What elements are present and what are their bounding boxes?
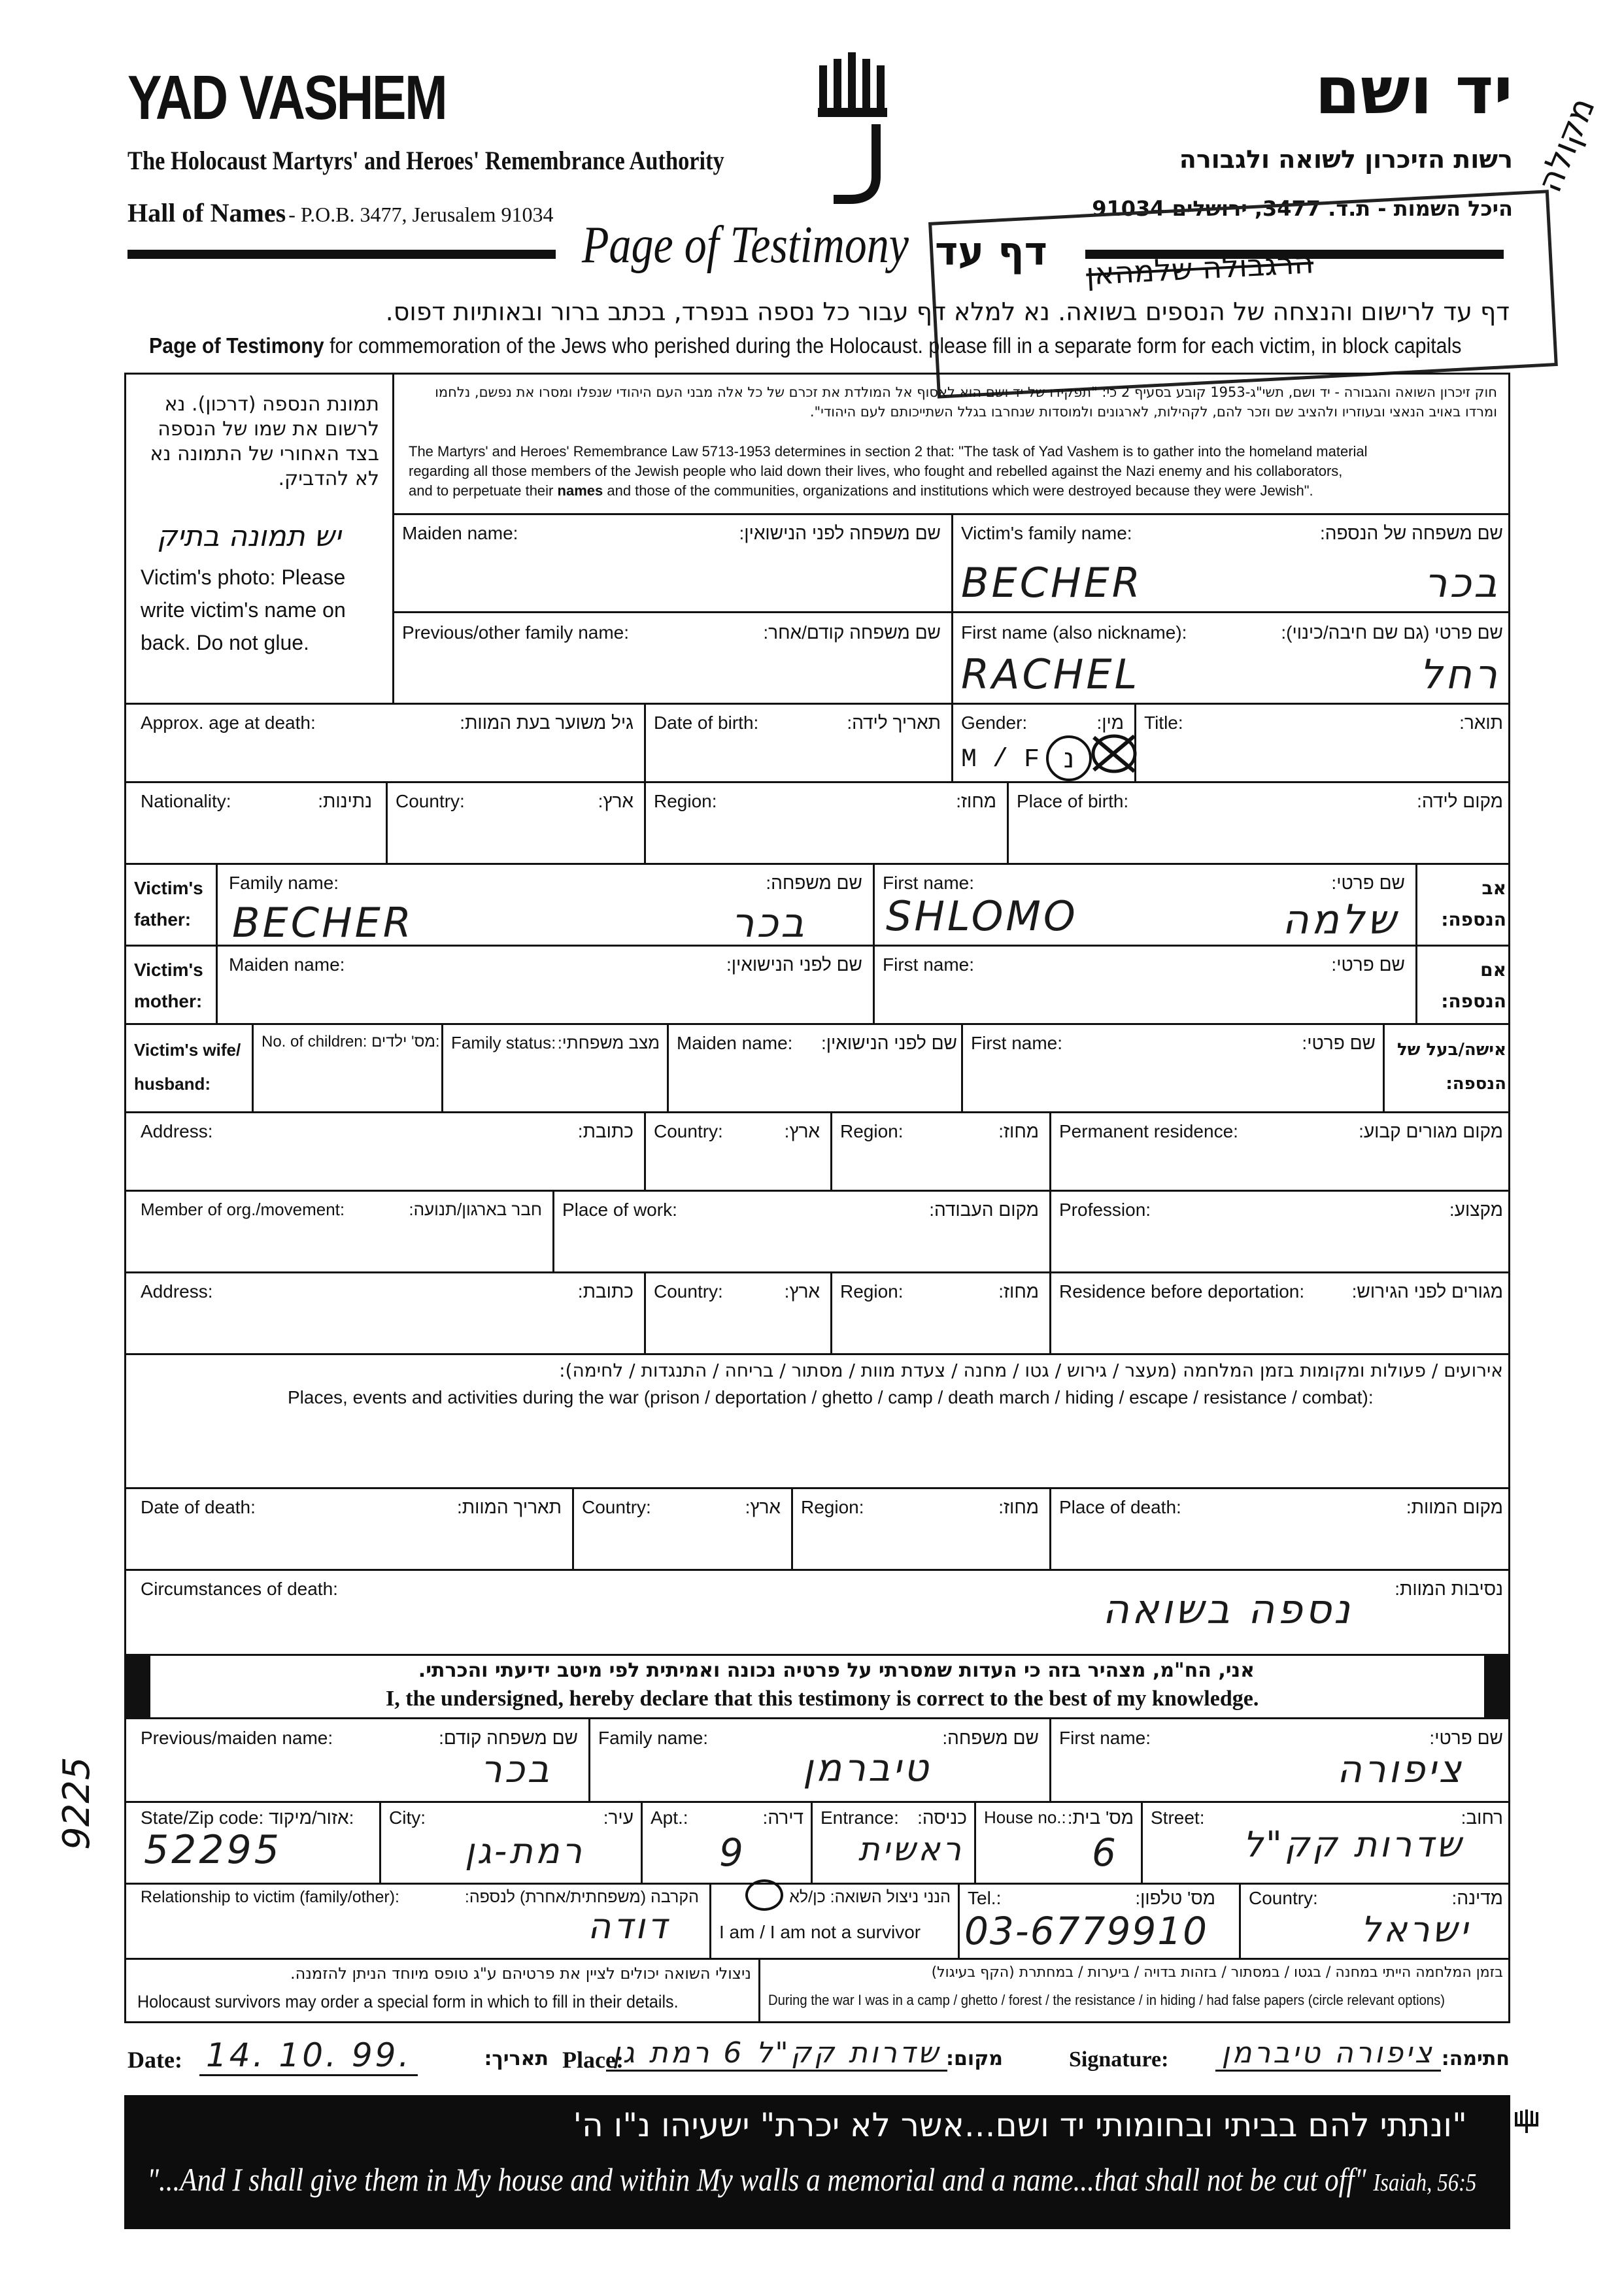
work-label-he: מקום העבודה: xyxy=(929,1200,1039,1220)
first-name-value-en[interactable]: RACHEL xyxy=(961,650,1140,698)
father-first-value-he[interactable]: שלמה xyxy=(1282,896,1398,943)
father-family-value-he[interactable]: בכר xyxy=(731,899,807,947)
apt-value[interactable]: 9 xyxy=(719,1830,746,1875)
footer-quote-he: "ונתתי להם בביתי ובחומותי יד ושם...אשר לא יכרת" ישעיהו נ"ו ה' xyxy=(573,2106,1467,2144)
father-first-value-en[interactable]: SHLOMO xyxy=(886,892,1078,940)
special-form-en: Holocaust survivors may order a special form in which to fill in their details. xyxy=(137,1992,679,2011)
death-circ-label-en: Circumstances of death: xyxy=(141,1579,338,1599)
family-status-label-en: Family status: xyxy=(451,1033,556,1052)
first-name-label-en: First name (also nickname): xyxy=(961,622,1187,643)
relationship-value[interactable]: דודה xyxy=(588,1906,669,1947)
house-value[interactable]: 6 xyxy=(1092,1830,1119,1875)
photo-instructions-en: Victim's photo: Please write victim's name on back. Do not glue. xyxy=(141,565,346,654)
member-org-label-en: Member of org./movement: xyxy=(141,1200,345,1219)
perm-residence-label-he: מקום מגורים קבוע: xyxy=(1359,1121,1503,1141)
authority-he: רשות הזיכרון לשואה ולגבורה xyxy=(1179,145,1513,174)
address2-region-label-he: מחוז: xyxy=(998,1281,1039,1302)
children-label-en: No. of children: xyxy=(262,1033,367,1051)
place-of-birth-label-he: מקום לידה: xyxy=(1417,791,1503,811)
law-text-he: חוק זיכרון השואה והגבורה - יד ושם, תשי"ג-1953 קובע בסעיף 2 כי: "תפקידו של יד ושם הוא לאסוף אל המולדת את זכרם של כל אלה מבני העם היהודי שנפלו ומסרו את נפשם, נלחמו ומרדו באויב הנאצי ובעוזריו ולהציב שם וזכר להם, לקהילות, לארגונים ולמוסדות שנחרבו בגלל השתייכותם לעם היהודי". xyxy=(435,384,1497,420)
house-label-he: מס' בית: xyxy=(1067,1807,1134,1828)
page-title-he: דף עד xyxy=(935,229,1047,275)
death-date-label-en: Date of death: xyxy=(141,1497,256,1517)
mother-row-label-he: אם הנספה: xyxy=(1441,959,1506,1012)
family-status-label-he: מצב משפחתי: xyxy=(557,1033,660,1052)
submitter-prev-value[interactable]: בכר xyxy=(481,1747,552,1791)
deport-residence-label-en: Residence before deportation: xyxy=(1059,1281,1305,1302)
perm-residence-label-en: Permanent residence: xyxy=(1059,1121,1238,1141)
law-text-en-3c: and those of the communities, organizations and institutions which were destroyed because they were Jewish". xyxy=(607,482,1313,499)
address-country-label-he: ארץ: xyxy=(784,1121,820,1141)
address-label-en: Address: xyxy=(141,1121,213,1141)
law-text-en-2: regarding all those members of the Jewish people who laid down their lives, who fought and rebelled against the Nazi enemy and his collaborators, xyxy=(409,463,1343,479)
survivor-circle-mark xyxy=(745,1879,783,1911)
work-label-en: Place of work: xyxy=(562,1200,677,1220)
spouse-maiden-label-he: שם לפני הנישואין: xyxy=(820,1033,957,1053)
first-name-value-he[interactable]: רחל xyxy=(1419,650,1500,698)
relationship-label-en: Relationship to victim (family/other): xyxy=(141,1888,399,1906)
gender-label-he: מין: xyxy=(1096,713,1124,733)
death-date-label-he: תאריך המוות: xyxy=(457,1497,562,1517)
victim-family-name-label-he: שם משפחה של הנספה: xyxy=(1319,523,1503,543)
dob-label-he: תאריך לידה: xyxy=(847,713,941,733)
title-label-he: תואר: xyxy=(1459,713,1503,733)
address2-country-label-he: ארץ: xyxy=(784,1281,820,1302)
prev-family-name-label-en: Previous/other family name: xyxy=(402,622,630,643)
place-of-birth-label-en: Place of birth: xyxy=(1017,791,1129,811)
archive-stamp-text: הרגבולה שלמהאן xyxy=(1085,244,1315,292)
death-region-label-en: Region: xyxy=(801,1497,864,1517)
submitter-country-value[interactable]: ישראל xyxy=(1361,1909,1470,1950)
house-label-en: House no.: xyxy=(984,1807,1066,1827)
victim-family-name-value-he[interactable]: בכר xyxy=(1424,559,1500,607)
instruction-en: for commemoration of the Jews who perished during the Holocaust. please fill in a separate form for each victim, in block capitals xyxy=(330,333,1462,358)
during-war-he: בזמן המלחמה הייתי במחנה / בגטו / במסתור / בזהות בדויה / ביערות / במחתרת (הקף בעיגול) xyxy=(931,1964,1503,1981)
address-region-label-he: מחוז: xyxy=(998,1121,1039,1141)
age-label-he: גיל משוער בעת המוות: xyxy=(460,713,634,733)
photo-handwritten-note: יש תמונה בתיק xyxy=(157,520,341,553)
spouse-maiden-label-en: Maiden name: xyxy=(677,1033,793,1053)
prev-family-name-field[interactable] xyxy=(399,650,945,699)
gender-options[interactable]: M / F xyxy=(961,745,1040,775)
org-name-he: יד ושם xyxy=(1315,52,1513,129)
gender-label-en: Gender: xyxy=(961,713,1028,733)
city-value[interactable]: רמת-גן xyxy=(464,1830,584,1872)
hall-of-names-en: Hall of Names xyxy=(127,198,286,227)
gender-crossed-circle-icon xyxy=(1089,731,1140,777)
death-circ-value[interactable]: נספה בשואה xyxy=(1102,1585,1353,1633)
apt-label-en: Apt.: xyxy=(651,1807,688,1828)
father-first-label-en: First name: xyxy=(883,873,975,893)
title-label-en: Title: xyxy=(1144,713,1183,733)
father-first-label-he: שם פרטי: xyxy=(1331,873,1405,893)
footer-quote-ref: Isaiah, 56:5 xyxy=(1373,2169,1477,2196)
address-label-he: כתובת: xyxy=(577,1121,634,1141)
submitter-country-label-en: Country: xyxy=(1249,1888,1318,1908)
gender-mark xyxy=(1046,735,1092,781)
first-name-label-he: שם פרטי (גם שם חיבה/כינוי): xyxy=(1281,622,1503,643)
entrance-label-he: כניסה: xyxy=(917,1807,967,1828)
death-circ-label-he: נסיבות המוות: xyxy=(1395,1579,1503,1599)
address-country-label-en: Country: xyxy=(654,1121,723,1141)
war-events-label-en: Places, events and activities during the war (prison / deportation / ghetto / camp / death march / hiding / escape / resistance / combat): xyxy=(288,1387,1374,1407)
father-row-label-en: Victim's father: xyxy=(134,878,203,930)
submitter-family-label-he: שם משפחה: xyxy=(942,1728,1039,1748)
maiden-name-label-he: שם משפחה לפני הנישואין: xyxy=(739,523,941,543)
place-value[interactable]: שדרות קק"ל 6 רמת גן xyxy=(606,2036,947,2072)
city-label-en: City: xyxy=(389,1807,426,1828)
spouse-first-label-he: שם פרטי: xyxy=(1302,1033,1376,1053)
yad-vashem-logo xyxy=(814,52,899,206)
father-family-value-en[interactable]: BECHER xyxy=(232,899,414,947)
zip-value[interactable]: 52295 xyxy=(144,1827,282,1873)
entrance-label-en: Entrance: xyxy=(820,1807,899,1828)
signature-value[interactable]: ציפורה טיברמן xyxy=(1215,2036,1442,2072)
address2-country-label-en: Country: xyxy=(654,1281,723,1302)
date-value[interactable]: 14. 10. 99. xyxy=(199,2036,418,2076)
deport-residence-label-he: מגורים לפני הגירוש: xyxy=(1351,1281,1503,1302)
zip-label-he: אזור/מיקוד: xyxy=(269,1807,354,1828)
gender-mark-text: נ xyxy=(1063,742,1075,774)
father-family-label-en: Family name: xyxy=(229,873,339,893)
nationality-label-he: נתינות: xyxy=(318,791,372,811)
spouse-row-label-he: אישה/בעל של הנספה: xyxy=(1396,1040,1506,1094)
address-region-label-en: Region: xyxy=(840,1121,904,1141)
death-place-label-he: מקום המוות: xyxy=(1406,1497,1503,1517)
hall-of-names-he: היכל השמות - ת.ד. 3477, ירושלים 91034 xyxy=(1092,196,1513,221)
instruction-he: דף עד לרישום והנצחה של הנספים בשואה. נא למלא דף עבור כל נספה בנפרד, בכתב ברור ובאותיות דפוס. xyxy=(385,297,1510,326)
country-label-en: Country: xyxy=(396,791,465,811)
page-title-en: Page of Testimony xyxy=(582,216,909,274)
street-value[interactable]: שדרות קק"ל xyxy=(1243,1824,1464,1865)
org-name-en: YAD VASHEM xyxy=(127,63,447,133)
side-number: 9225 xyxy=(56,1757,98,1850)
mother-maiden-label-en: Maiden name: xyxy=(229,954,345,975)
victim-family-name-label-en: Victim's family name: xyxy=(961,523,1132,543)
place-label-he: מקום: xyxy=(946,2047,1003,2070)
mother-row-label-en: Victim's mother: xyxy=(134,960,203,1011)
victim-family-name-value-en[interactable]: BECHER xyxy=(961,559,1143,607)
submitter-first-value[interactable]: ציפורה xyxy=(1336,1747,1464,1791)
war-events-label-he: אירועים / פעולות ומקומות בזמן המלחמה (מעצר / גירוש / גטו / מחנה / צעדת מוות / מסתור / בריחה / התנגדות / לחימה): xyxy=(559,1360,1503,1381)
authority-en: The Holocaust Martyrs' and Heroes' Remembrance Authority xyxy=(127,146,724,175)
maiden-name-field[interactable] xyxy=(399,552,945,605)
prev-family-name-label-he: שם משפחה קודם/אחר: xyxy=(763,622,941,643)
submitter-prev-label-he: שם משפחה קודם: xyxy=(439,1728,578,1748)
apt-label-he: דירה: xyxy=(762,1807,804,1828)
declaration-he: אני, הח"מ, מצהיר בזה כי העדות שמסרתי על פרטיה נכונה ואמיתית לפי מיטב ידיעתי והכרתי. xyxy=(418,1659,1255,1682)
region-label-en: Region: xyxy=(654,791,717,811)
war-events-field[interactable] xyxy=(131,1415,1504,1484)
menorah-icon xyxy=(1514,2108,1540,2134)
street-label-en: Street: xyxy=(1151,1807,1205,1828)
entrance-value[interactable]: ראשית xyxy=(858,1830,964,1868)
tel-label-en: Tel.: xyxy=(968,1888,1002,1908)
declaration-en: I, the undersigned, hereby declare that this testimony is correct to the best of my knowledge. xyxy=(386,1687,1259,1711)
title-bar-left xyxy=(127,250,556,259)
profession-label-he: מקצוע: xyxy=(1449,1200,1503,1220)
age-label-en: Approx. age at death: xyxy=(141,713,316,733)
during-war-en: During the war I was in a camp / ghetto / forest / the resistance / in hiding / had false papers (circle relevant options) xyxy=(768,1992,1446,2008)
law-text-en-3b: names xyxy=(557,482,603,499)
relationship-label-he: הקרבה (משפחתית/אחרת) לנספה: xyxy=(464,1888,699,1906)
tel-label-he: מס' טלפון: xyxy=(1135,1888,1215,1908)
mother-first-label-he: שם פרטי: xyxy=(1331,954,1405,975)
survivor-label-en[interactable]: I am / I am not a survivor xyxy=(719,1922,921,1942)
submitter-family-value[interactable]: טיברמן xyxy=(802,1745,931,1790)
zip-label-en: State/Zip code: xyxy=(141,1807,264,1828)
death-country-label-he: ארץ: xyxy=(745,1497,781,1517)
nationality-label-en: Nationality: xyxy=(141,791,231,811)
street-label-he: רחוב: xyxy=(1461,1807,1503,1828)
address2-label-en: Address: xyxy=(141,1281,213,1302)
archive-stamp xyxy=(928,190,1558,398)
signature-label-he: חתימה: xyxy=(1441,2047,1510,2070)
submitter-prev-label-en: Previous/maiden name: xyxy=(141,1728,333,1748)
spouse-first-label-en: First name: xyxy=(971,1033,1063,1053)
address2-label-he: כתובת: xyxy=(577,1281,634,1302)
father-family-label-he: שם משפחה: xyxy=(766,873,862,893)
mother-maiden-label-he: שם לפני הנישואין: xyxy=(726,954,862,975)
profession-label-en: Profession: xyxy=(1059,1200,1151,1220)
photo-instructions-he: תמונת הנספה (דרכון). נא לרשום את שמו של הנספה בצד האחורי של התמונה נא לא להדביק. xyxy=(150,393,379,490)
father-row-label-he: אב הנספה: xyxy=(1441,877,1506,930)
pob-en: - P.O.B. 3477, Jerusalem 91034 xyxy=(288,203,554,226)
submitter-country-label-he: מדינה: xyxy=(1451,1888,1503,1908)
member-org-label-he: חבר בארגון/תנועה: xyxy=(409,1200,542,1219)
submitter-first-label-en: First name: xyxy=(1059,1728,1151,1748)
death-place-label-en: Place of death: xyxy=(1059,1497,1181,1517)
instruction-en-bold: Page of Testimony xyxy=(149,333,324,358)
children-label-he: מס' ילדים: xyxy=(371,1033,440,1051)
side-note: מקולה xyxy=(1530,92,1603,198)
place-label-en: Place: xyxy=(562,2047,624,2073)
death-region-label-he: מחוז: xyxy=(998,1497,1039,1517)
maiden-name-label-en: Maiden name: xyxy=(402,523,518,543)
survivor-label-he: הנני ניצול השואה: כן/לא xyxy=(789,1888,951,1906)
tel-value[interactable]: 03-6779910 xyxy=(964,1909,1209,1953)
law-text-en-1: The Martyrs' and Heroes' Remembrance Law 5713-1953 determines in section 2 that: "The task of Yad Vashem is to gather into the homeland material xyxy=(409,443,1368,460)
spouse-row-label-en: Victim's wife/ husband: xyxy=(134,1040,241,1094)
date-label-he: תאריך: xyxy=(484,2047,549,2070)
region-label-he: מחוז: xyxy=(956,791,996,811)
submitter-first-label-he: שם פרטי: xyxy=(1429,1728,1503,1748)
country-label-he: ארץ: xyxy=(598,791,634,811)
signature-label-en: Signature: xyxy=(1069,2047,1169,2072)
submitter-family-label-en: Family name: xyxy=(598,1728,709,1748)
death-country-label-en: Country: xyxy=(582,1497,651,1517)
law-text-en-3a: and to perpetuate their xyxy=(409,482,554,499)
dob-label-en: Date of birth: xyxy=(654,713,759,733)
city-label-he: עיר: xyxy=(603,1807,634,1828)
address2-region-label-en: Region: xyxy=(840,1281,904,1302)
special-form-he: ניצולי השואה יכולים לציין את פרטיהם ע"ג טופס מיוחד הניתן להזמנה. xyxy=(290,1964,751,1983)
date-label-en: Date: xyxy=(127,2047,182,2073)
mother-first-label-en: First name: xyxy=(883,954,975,975)
footer-quote-en: "...And I shall give them in My house and within My walls a memorial and a name...that shall not be cut off" xyxy=(147,2161,1366,2198)
